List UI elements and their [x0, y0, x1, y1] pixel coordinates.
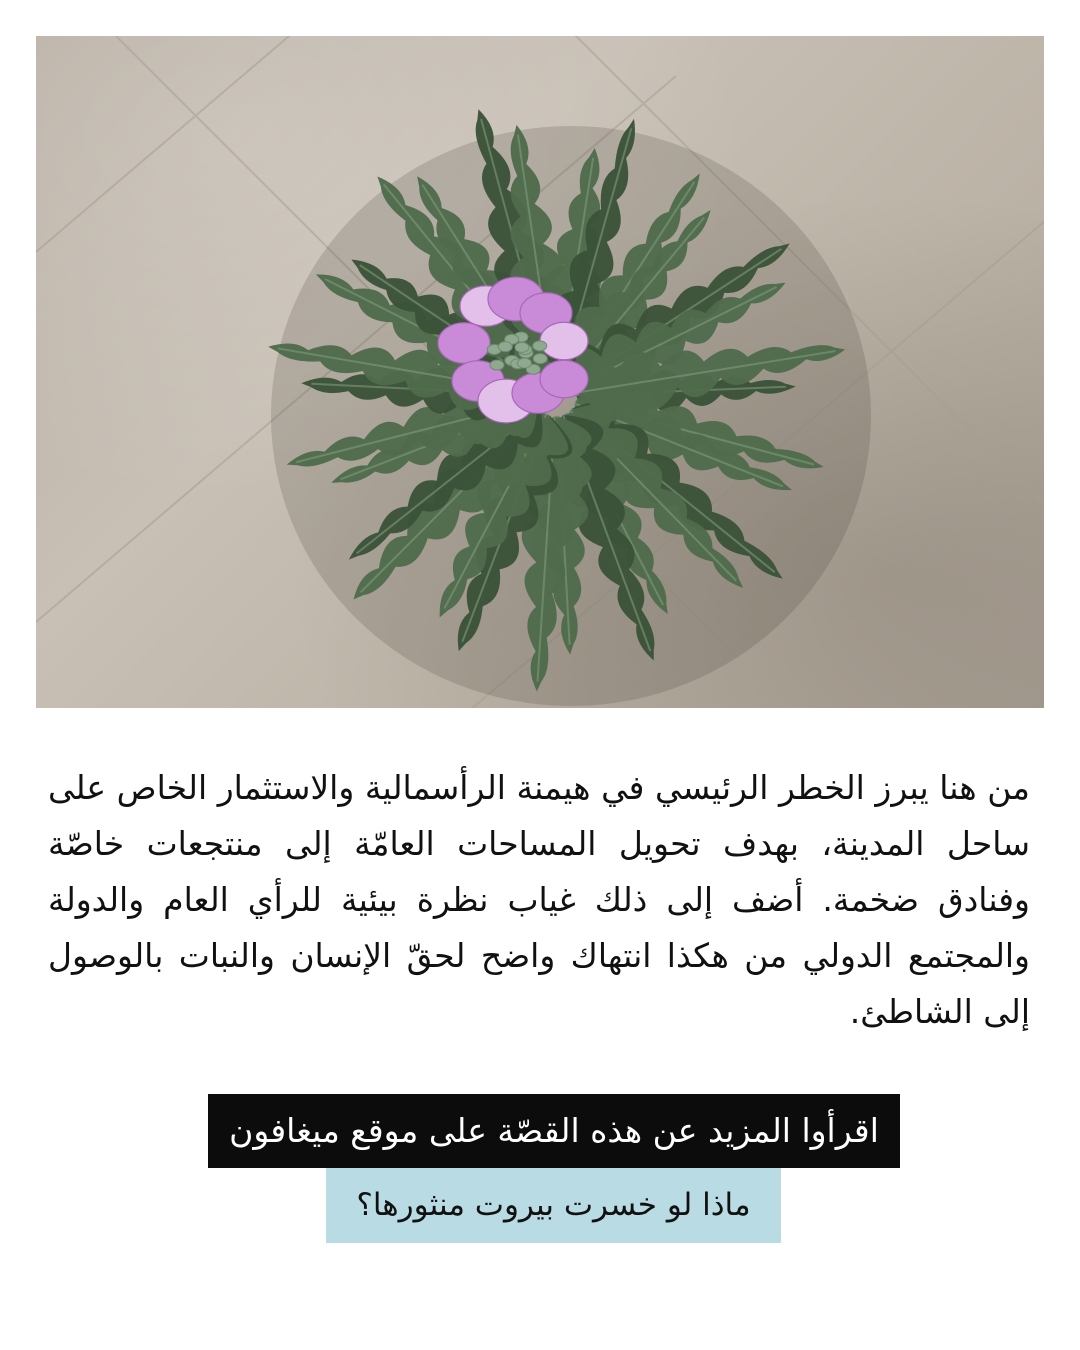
flower-bud: [498, 342, 512, 352]
flower-bud: [533, 354, 547, 364]
flower-bud: [490, 360, 504, 370]
article-paragraph: من هنا يبرز الخطر الرئيسي في هيمنة الرأسمالية والاستثمار الخاص على ساحل المدينة، بهدف تحويل المساحات العامّة إلى منتجعات خاصّة وفنادق ضخمة. أضف إلى ذلك غياب نظرة بيئية للرأي العام والدولة والمجتمع الدولي من هكذا انتهاك واضح لحقّ الإنسان والنبات بالوصول إلى الشاطئ.: [48, 768, 1030, 1031]
flower-petal: [438, 323, 490, 364]
article-title-link[interactable]: ماذا لو خسرت بيروت منثورها؟: [326, 1168, 781, 1243]
flower-bud: [515, 342, 529, 352]
flower-petal: [540, 360, 588, 397]
flower-petal: [540, 322, 588, 359]
flower-bud: [517, 358, 531, 368]
flower-plant-image: [36, 36, 1044, 708]
read-more-button[interactable]: اقرأوا المزيد عن هذه القصّة على موقع ميغافون: [208, 1094, 900, 1168]
plant-leaves: [263, 99, 871, 706]
plant-photo: [36, 36, 1044, 708]
flower-bud: [533, 341, 547, 351]
